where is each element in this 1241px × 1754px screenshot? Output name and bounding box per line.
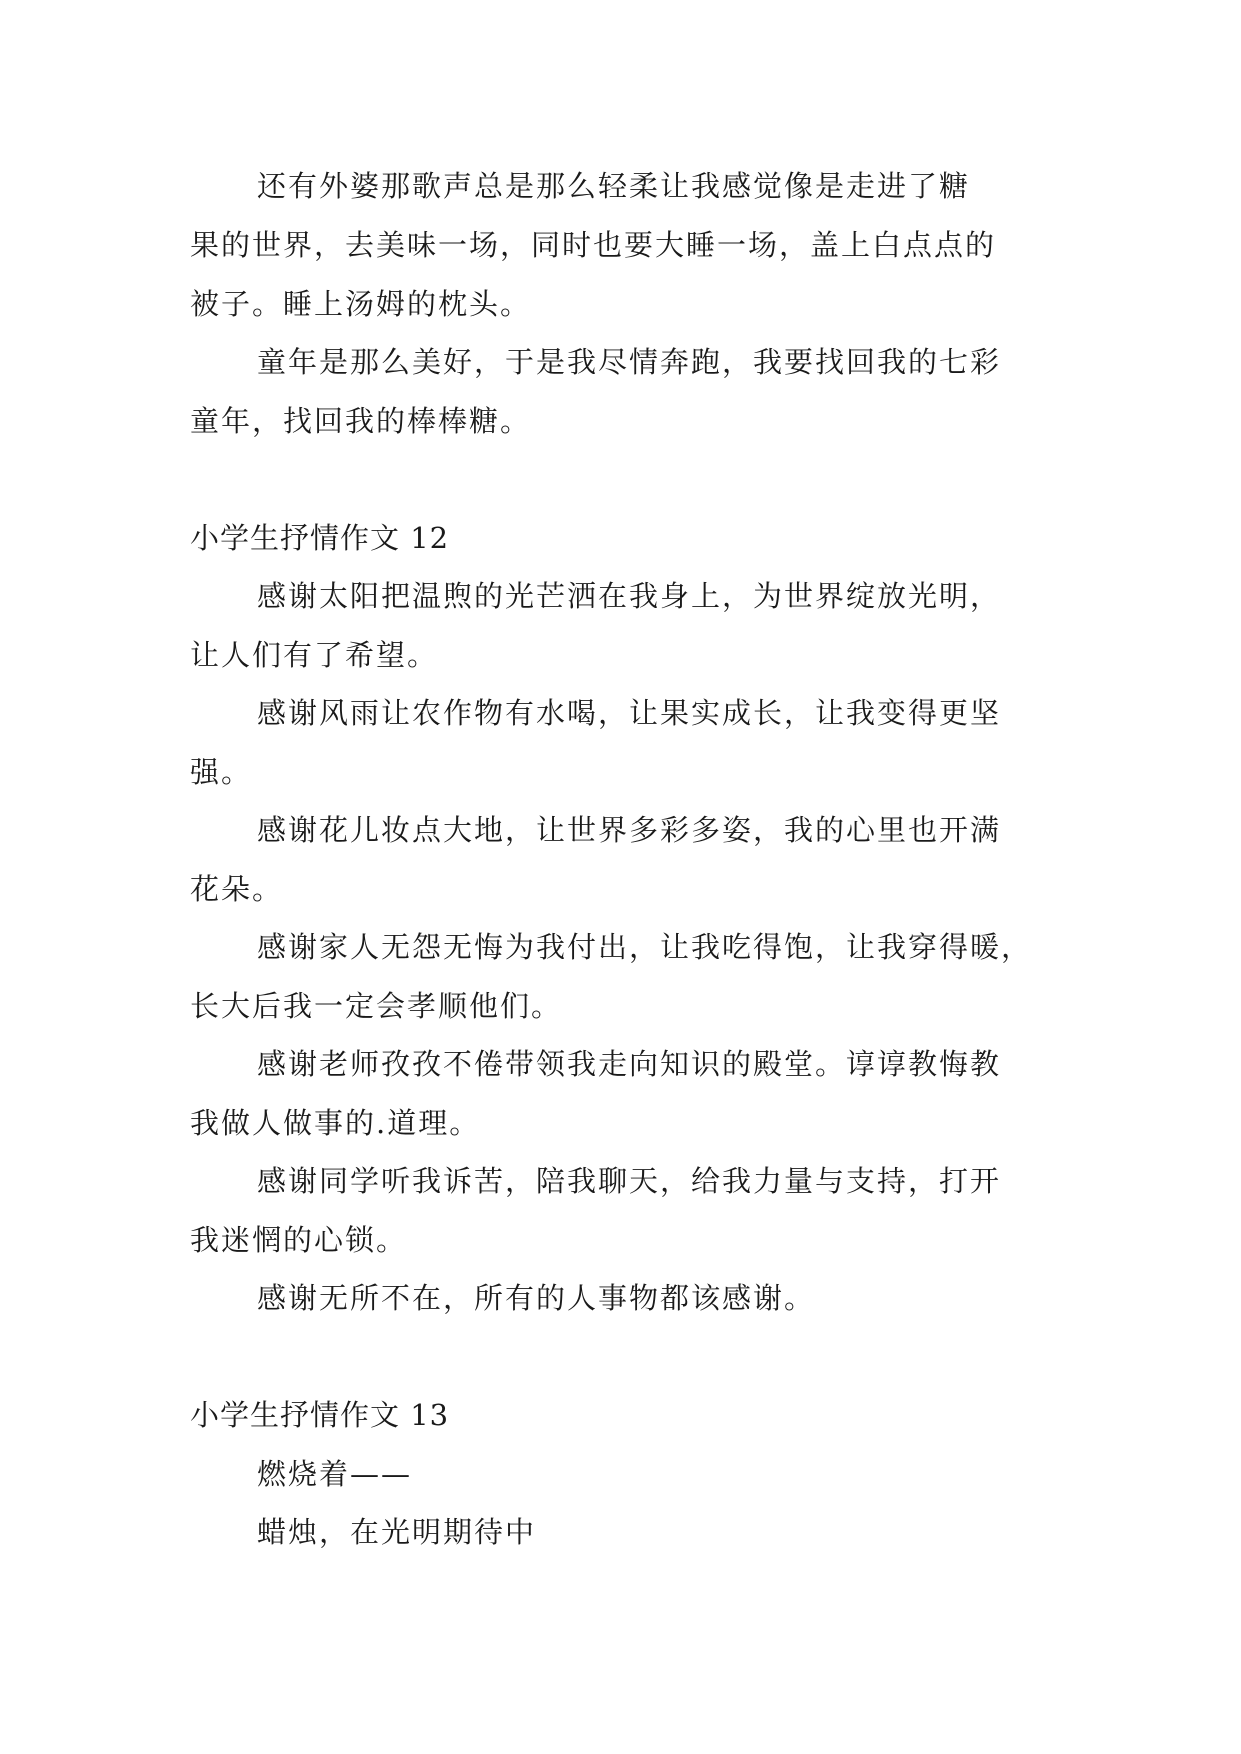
paragraph-line: 感谢家人无怨无悔为我付出，让我吃得饱，让我穿得暖， [257,930,1033,964]
paragraph-line: 蜡烛，在光明期待中 [257,1515,537,1549]
paragraph-line: 燃烧着—— [257,1457,413,1491]
paragraph-line: 童年，找回我的棒棒糖。 [190,404,532,438]
paragraph-line: 还有外婆那歌声总是那么轻柔让我感觉像是走进了糖 [257,169,971,203]
paragraph-line: 感谢太阳把温煦的光芒洒在我身上，为世界绽放光明， [257,579,1002,613]
paragraph-line: 强。 [190,755,253,789]
paragraph-line: 感谢花儿妆点大地，让世界多彩多姿，我的心里也开满 [257,813,1002,847]
paragraph-line: 童年是那么美好，于是我尽情奔跑，我要找回我的七彩 [257,345,1002,379]
paragraph-line: 长大后我一定会孝顺他们。 [190,989,563,1023]
paragraph-line: 感谢老师孜孜不倦带领我走向知识的殿堂。谆谆教悔教 [257,1047,1002,1081]
paragraph-line: 被子。睡上汤姆的枕头。 [190,287,532,321]
paragraph-line: 感谢同学听我诉苦，陪我聊天，给我力量与支持，打开 [257,1164,1002,1198]
paragraph-line: 我迷惘的心锁。 [190,1223,408,1257]
paragraph-line: 感谢无所不在，所有的人事物都该感谢。 [257,1281,816,1315]
paragraph-line: 让人们有了希望。 [190,638,439,672]
paragraph-line: 果的世界，去美味一场，同时也要大睡一场，盖上白点点的 [190,228,997,262]
paragraph-line: 花朵。 [190,872,284,906]
paragraph-line: 感谢风雨让农作物有水喝，让果实成长，让我变得更坚 [257,696,1002,730]
paragraph-line: 我做人做事的.道理。 [190,1106,481,1140]
section-title: 小学生抒情作文 12 [190,521,450,555]
section-title: 小学生抒情作文 13 [190,1398,450,1432]
